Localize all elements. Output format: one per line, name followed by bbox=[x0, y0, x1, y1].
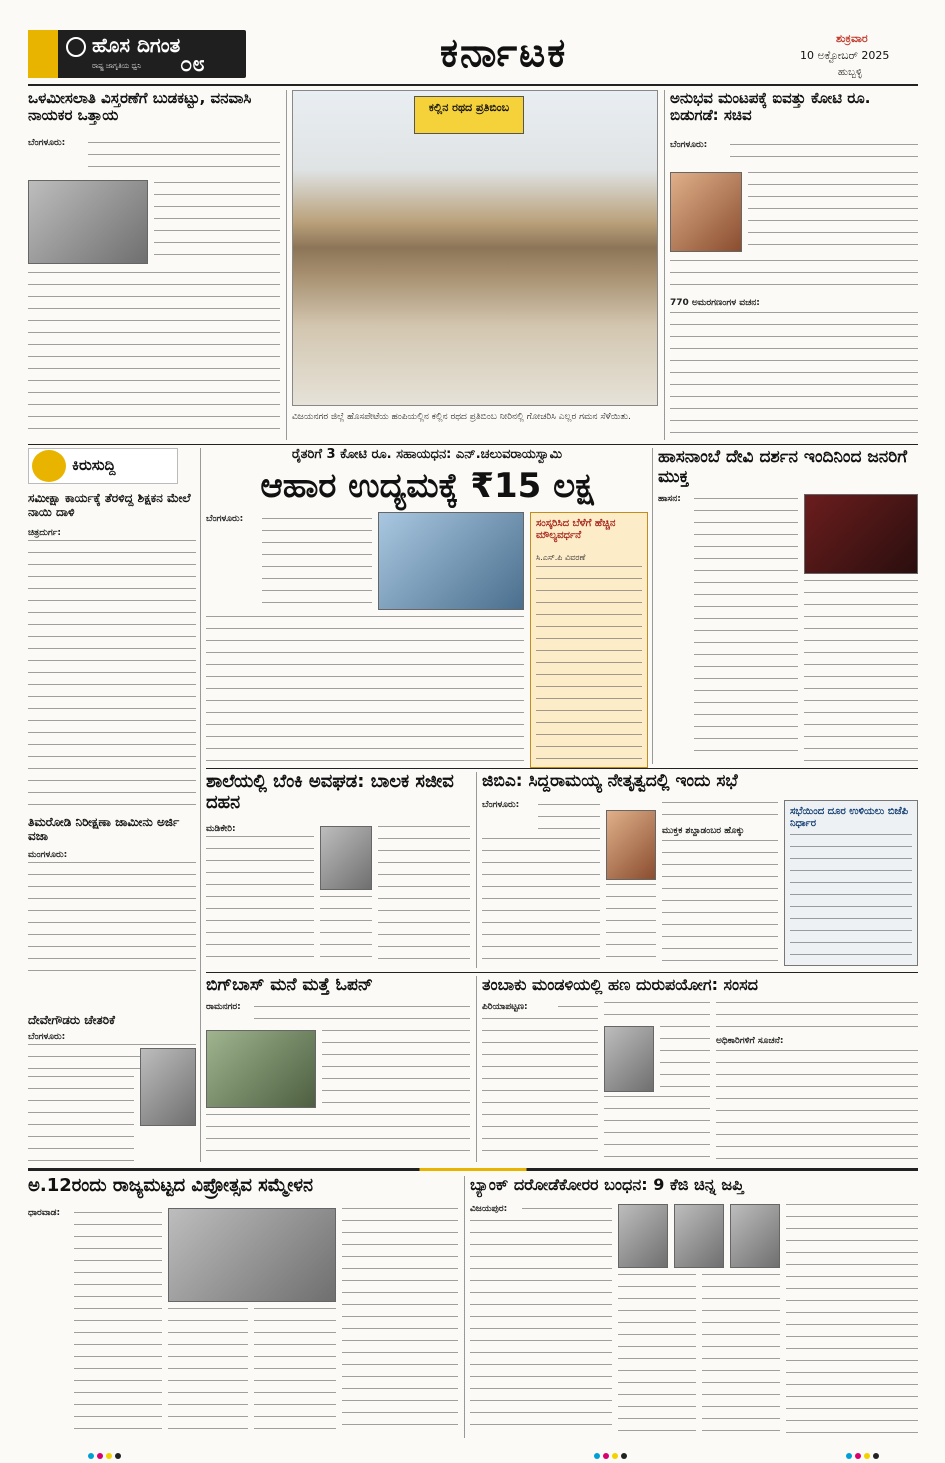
decorative-band bbox=[28, 1168, 918, 1171]
body-text bbox=[320, 896, 372, 966]
event-photo bbox=[378, 512, 524, 610]
box-body bbox=[790, 834, 912, 960]
dateline: ಬೆಂಗಳೂರು: bbox=[482, 800, 520, 810]
column-divider bbox=[664, 90, 665, 440]
magenta-mark bbox=[855, 1453, 861, 1459]
body-text bbox=[694, 498, 798, 762]
item2-headline: ತಿಮರೋಡಿ ನಿರೀಕ್ಷಣಾ ಜಾಮೀನು ಅರ್ಜಿ ವಜಾ bbox=[28, 815, 180, 843]
cyan-mark bbox=[88, 1453, 94, 1459]
dateline: ರಾಮನಗರ: bbox=[206, 1002, 241, 1012]
magenta-mark bbox=[603, 1453, 609, 1459]
photo-label: ಕಲ್ಲಿನ ರಥದ ಪ್ರತಿಬಿಂಬ bbox=[428, 101, 510, 114]
story-anubhava bbox=[670, 90, 918, 440]
body-text bbox=[262, 518, 372, 612]
body-text bbox=[342, 1208, 458, 1436]
cyan-mark bbox=[594, 1453, 600, 1459]
logo-text: ಹೊಸ ದಿಗಂತ bbox=[92, 33, 181, 57]
headline: ಆಹಾರ ಉದ್ಯಮಕ್ಕೆ ₹15 ಲಕ್ಷ bbox=[260, 465, 594, 506]
dateline: ಪಿರಿಯಾಪಟ್ಟಣ: bbox=[482, 1002, 528, 1012]
body-text bbox=[254, 1308, 336, 1436]
body-text bbox=[804, 580, 918, 762]
section-title: ಕರ್ನಾಟಕ bbox=[440, 30, 568, 76]
dateline: ಬೆಂಗಳೂರು: bbox=[206, 514, 244, 524]
magenta-mark bbox=[97, 1453, 103, 1459]
section-rule bbox=[28, 444, 918, 445]
masthead bbox=[0, 0, 945, 88]
kirusuddi-label: ಕಿರುಸುದ್ದಿ bbox=[72, 456, 116, 474]
color-registration-marks bbox=[846, 1444, 882, 1463]
item3-body bbox=[28, 1076, 134, 1172]
body-text bbox=[254, 1006, 470, 1026]
page-number: ೦೮ bbox=[180, 52, 205, 77]
black-mark bbox=[115, 1453, 121, 1459]
black-mark bbox=[873, 1453, 879, 1459]
body-text bbox=[748, 172, 918, 256]
story-school-fire bbox=[206, 772, 470, 968]
column-divider bbox=[286, 90, 287, 440]
masthead-rule bbox=[28, 84, 918, 86]
item2-body bbox=[28, 862, 196, 978]
body-text bbox=[322, 1030, 470, 1110]
date: 10 ಅಕ್ಟೋಬರ್ 2025 bbox=[800, 49, 890, 62]
headline: ತಂಬಾಕು ಮಂಡಳಿಯಲ್ಲಿ ಹಣ ದುರುಪಯೋಗ: ಸಂಸದ bbox=[482, 975, 758, 994]
body-text bbox=[670, 260, 918, 294]
item2-dateline: ಮಂಗಳೂರು: bbox=[28, 850, 68, 860]
color-registration-marks bbox=[88, 1444, 124, 1463]
yellow-mark bbox=[106, 1453, 112, 1459]
body-text bbox=[618, 1274, 696, 1436]
body-text bbox=[662, 802, 778, 822]
box-sub: ಸಿ.ಎಸ್.ಪಿ ವಿವರಣೆ bbox=[536, 553, 586, 562]
section-rule bbox=[206, 768, 918, 769]
body-text bbox=[716, 1002, 918, 1032]
thumb-icon bbox=[32, 450, 66, 482]
body-text bbox=[702, 1274, 780, 1436]
item1-headline: ಸಮೀಕ್ಷಾ ಕಾರ್ಯಕ್ಕೆ ತೆರಳಿದ್ದ ಶಿಕ್ಷಕನ ಮೇಲೆ ನಾಯಿ ದಾಳಿ bbox=[28, 491, 191, 519]
bigg-boss-photo bbox=[206, 1030, 316, 1108]
subhead: 770 ಅಮರಗಣಂಗಳ ವಚನ: bbox=[670, 298, 760, 308]
body-text bbox=[730, 144, 918, 168]
center-photo-block bbox=[292, 90, 658, 440]
section-rule bbox=[206, 972, 918, 973]
dateline: ಮಡಿಕೇರಿ: bbox=[206, 824, 236, 834]
subhead: ಅಧಿಕಾರಿಗಳಿಗೆ ಸೂಚನೆ: bbox=[716, 1036, 784, 1046]
kicker: ರೈತರಿಗೆ 3 ಕೋಟಿ ರೂ. ಸಹಾಯಧನ: ಎನ್.ಚಲುವರಾಯಸ್ವಾಮಿ bbox=[291, 447, 563, 462]
body-text bbox=[786, 1204, 918, 1436]
headline: ಬ್ಯಾಂಕ್ ದರೋಡೆಕೋರರ ಬಂಧನ: 9 ಕೆಜಿ ಚಿನ್ನ ಜಪ್ತಿ bbox=[470, 1175, 744, 1194]
minister-photo bbox=[670, 172, 742, 252]
group-photo bbox=[28, 180, 148, 264]
column-divider bbox=[200, 448, 201, 1162]
body-text bbox=[168, 1308, 248, 1436]
body-text bbox=[206, 1114, 470, 1160]
body-text bbox=[606, 884, 656, 966]
dateline: ಬೆಂಗಳೂರು: bbox=[28, 138, 66, 148]
body-text bbox=[660, 1026, 710, 1092]
story-reservation bbox=[28, 90, 280, 440]
headline: ಬಿಗ್‌ಬಾಸ್ ಮನೆ ಮತ್ತೆ ಓಪನ್ bbox=[206, 975, 373, 995]
day: ಶುಕ್ರವಾರ bbox=[836, 32, 868, 45]
item1-body bbox=[28, 540, 196, 810]
meeting-photo bbox=[168, 1208, 336, 1302]
body-text bbox=[662, 840, 778, 966]
logo-accent bbox=[28, 30, 58, 78]
mp-photo bbox=[604, 1026, 654, 1092]
kirusuddi-column bbox=[28, 448, 196, 978]
headline: ಅನುಭವ ಮಂಟಪಕ್ಕೆ ಐವತ್ತು ಕೋಟಿ ರೂ. ಬಿಡುಗಡೆ: ಸಚಿವ bbox=[670, 89, 871, 125]
photo-caption: ವಿಜಯನಗರ ಜಿಲ್ಲೆ ಹೊಸಪೇಟೆಯ ಹಂಪಿಯಲ್ಲಿನ ಕಲ್ಲಿನ ರಥದ ಪ್ರತಿಬಿಂಬ ನೀರಿನಲ್ಲಿ ಗೋಚರಿಸಿ ಎಲ್ಲರ ಗಮನ ಸೆಳೆಯಿತು. bbox=[292, 412, 631, 422]
body-text bbox=[378, 826, 470, 966]
body-text bbox=[74, 1212, 162, 1436]
box-body bbox=[536, 566, 642, 762]
body-text bbox=[716, 1050, 918, 1160]
column-divider bbox=[476, 976, 477, 1162]
dateline: ಹಾಸನ: bbox=[658, 494, 681, 504]
headline: ಒಳಮೀಸಲಾತಿ ವಿಸ್ತರಣೆಗೆ ಬುಡಕಟ್ಟು, ವನವಾಸಿ ನಾಯಕರ ಒತ್ತಾಯ bbox=[28, 89, 252, 125]
body-text bbox=[604, 1096, 710, 1160]
body-text bbox=[538, 804, 600, 834]
logo-tag: ರಾಷ್ಟ್ರ ಜಾಗೃತಿಯ ಧ್ವನಿ bbox=[92, 62, 142, 70]
dateline: ಬೆಂಗಳೂರು: bbox=[670, 140, 708, 150]
box-title: ಸಂಸ್ಕರಿಸಿದ ಬೆಳೆಗೆ ಹೆಚ್ಚಿನ ಮೌಲ್ಯವರ್ಧನೆ bbox=[536, 518, 616, 541]
body-text bbox=[670, 312, 918, 438]
accused-photo-2 bbox=[674, 1204, 724, 1268]
dateline: ಧಾರವಾಡ: bbox=[28, 1208, 61, 1218]
color-registration-marks bbox=[594, 1444, 630, 1463]
body-text bbox=[154, 182, 280, 266]
story-viprotsava bbox=[28, 1176, 458, 1438]
item1-dateline: ಚಿತ್ರದುರ್ಗ: bbox=[28, 528, 62, 538]
body-text bbox=[482, 1018, 598, 1160]
body-text bbox=[522, 1208, 612, 1218]
emblem-icon bbox=[66, 37, 86, 57]
story-food-industry bbox=[206, 448, 648, 770]
accused-photo-3 bbox=[730, 1204, 780, 1268]
body-text bbox=[470, 1220, 612, 1436]
boy-photo bbox=[320, 826, 372, 890]
story-gba bbox=[482, 772, 918, 968]
hampi-photo bbox=[292, 90, 658, 406]
column-divider bbox=[652, 448, 653, 764]
cm-photo bbox=[606, 810, 656, 880]
column-divider bbox=[464, 1176, 465, 1438]
headline: ಅ.12ರಂದು ರಾಜ್ಯಮಟ್ಟದ ವಿಪ್ರೋತ್ಸವ ಸಮ್ಮೇಳನ bbox=[28, 1175, 313, 1196]
body-text bbox=[88, 142, 280, 178]
body-text bbox=[206, 836, 314, 966]
story-bigg-boss bbox=[206, 976, 470, 1162]
body-text bbox=[482, 838, 600, 966]
column-divider bbox=[476, 772, 477, 968]
body-text bbox=[558, 1006, 598, 1016]
headline: ಜಿಬಿಎ: ಸಿದ್ದರಾಮಯ್ಯ ನೇತೃತ್ವದಲ್ಲಿ ಇಂದು ಸಭೆ bbox=[482, 771, 738, 791]
black-mark bbox=[621, 1453, 627, 1459]
story-bank-robbery bbox=[470, 1176, 918, 1438]
body-text bbox=[206, 616, 524, 770]
item3-dateline: ಬೆಂಗಳೂರು: bbox=[28, 1032, 66, 1042]
goddess-photo bbox=[804, 494, 918, 574]
headline: ಶಾಲೆಯಲ್ಲಿ ಬೆಂಕಿ ಅವಘಡ: ಬಾಲಕ ಸಜೀವ ದಹನ bbox=[206, 771, 454, 813]
yellow-mark bbox=[864, 1453, 870, 1459]
yellow-mark bbox=[612, 1453, 618, 1459]
city: ಹುಬ್ಬಳ್ಳಿ bbox=[838, 67, 863, 78]
cyan-mark bbox=[846, 1453, 852, 1459]
body-text bbox=[28, 272, 280, 438]
body-text bbox=[604, 1002, 710, 1022]
headline: ಹಾಸನಾಂಬೆ ದೇವಿ ದರ್ಶನ ಇಂದಿನಿಂದ ಜನರಿಗೆ ಮುಕ್ತ bbox=[658, 447, 908, 487]
box-title: ಸಭೆಯಿಂದ ದೂರ ಉಳಿಯಲು ಬಿಜೆಪಿ ನಿರ್ಧಾರ bbox=[790, 806, 909, 829]
item3-headline: ದೇವೇಗೌಡರು ಚೇತರಿಕೆ bbox=[28, 1013, 115, 1027]
story-hasanambe bbox=[658, 448, 918, 764]
kirusuddi-item3 bbox=[28, 1014, 196, 1164]
subhead: ಮುಕ್ತಕ ಶಬ್ದಾಡಂಬರ ಹೊಕ್ಕು bbox=[662, 826, 745, 836]
accused-photo-1 bbox=[618, 1204, 668, 1268]
devegowda-photo bbox=[140, 1048, 196, 1126]
dateline: ವಿಜಯಪುರ: bbox=[470, 1204, 508, 1214]
story-tobacco bbox=[482, 976, 918, 1162]
